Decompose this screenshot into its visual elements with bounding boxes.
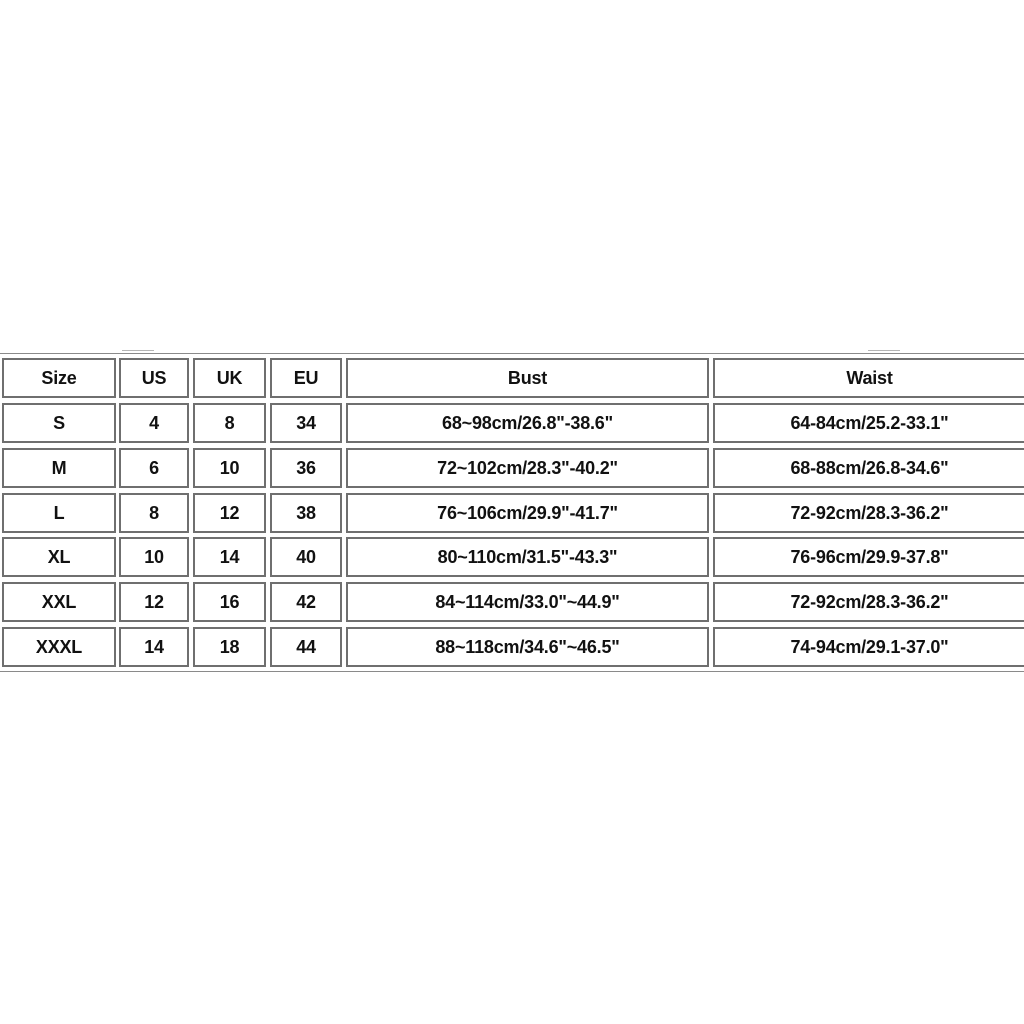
bust-cell: 76~106cm/29.9"-41.7" [346,493,709,533]
us-cell: 10 [119,537,189,577]
uk-cell: 10 [193,448,266,488]
size-cell: XL [2,537,116,577]
table-row [0,582,1024,622]
size-cell: M [2,448,116,488]
uk-cell: 18 [193,627,266,667]
us-cell: 6 [119,448,189,488]
waist-cell: 72-92cm/28.3-36.2" [713,582,1024,622]
us-cell: 8 [119,493,189,533]
table-row [0,493,1024,533]
uk-cell: 14 [193,537,266,577]
header-cell-size: Size [2,358,116,398]
uk-cell: 12 [193,493,266,533]
table-row [0,537,1024,577]
table-row [0,448,1024,488]
table-row [0,403,1024,443]
us-cell: 12 [119,582,189,622]
size-cell: S [2,403,116,443]
uk-cell: 16 [193,582,266,622]
bust-cell: 68~98cm/26.8"-38.6" [346,403,709,443]
header-cell-bust: Bust [346,358,709,398]
us-cell: 14 [119,627,189,667]
waist-cell: 74-94cm/29.1-37.0" [713,627,1024,667]
size-cell: XXL [2,582,116,622]
waist-cell: 68-88cm/26.8-34.6" [713,448,1024,488]
eu-cell: 38 [270,493,342,533]
uk-cell: 8 [193,403,266,443]
table-row [0,627,1024,667]
bust-cell: 72~102cm/28.3"-40.2" [346,448,709,488]
waist-cell: 76-96cm/29.9-37.8" [713,537,1024,577]
divider [868,350,900,351]
eu-cell: 44 [270,627,342,667]
eu-cell: 36 [270,448,342,488]
bust-cell: 84~114cm/33.0"~44.9" [346,582,709,622]
bust-cell: 80~110cm/31.5"-43.3" [346,537,709,577]
us-cell: 4 [119,403,189,443]
size-cell: L [2,493,116,533]
eu-cell: 34 [270,403,342,443]
eu-cell: 40 [270,537,342,577]
bust-cell: 88~118cm/34.6"~46.5" [346,627,709,667]
waist-cell: 64-84cm/25.2-33.1" [713,403,1024,443]
eu-cell: 42 [270,582,342,622]
waist-cell: 72-92cm/28.3-36.2" [713,493,1024,533]
size-chart-table [0,353,1024,672]
header-cell-us: US [119,358,189,398]
divider [122,350,154,351]
size-cell: XXXL [2,627,116,667]
header-cell-waist: Waist [713,358,1024,398]
header-cell-uk: UK [193,358,266,398]
header-cell-eu: EU [270,358,342,398]
table-header-row [0,358,1024,398]
